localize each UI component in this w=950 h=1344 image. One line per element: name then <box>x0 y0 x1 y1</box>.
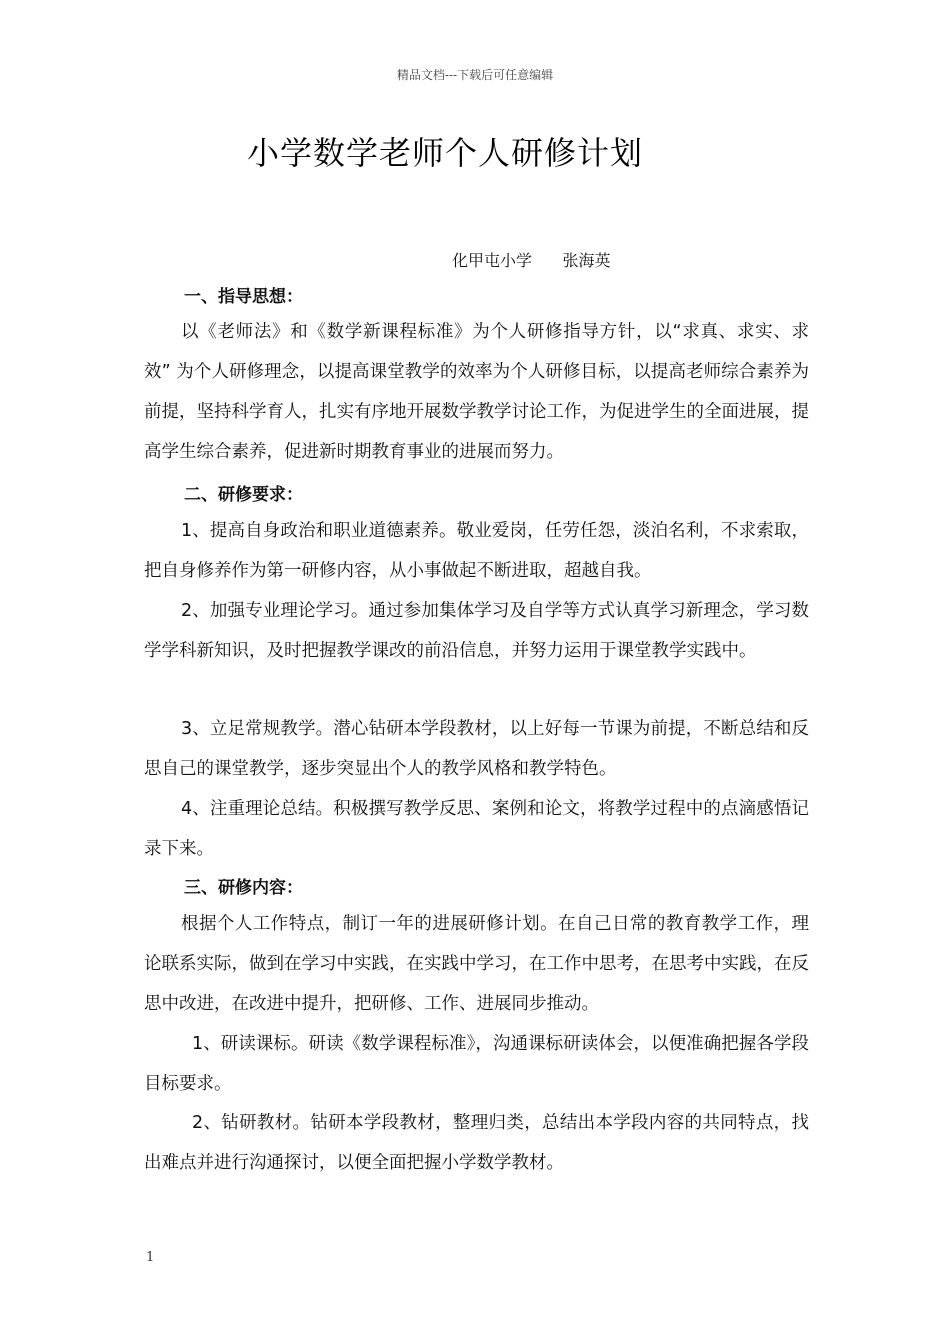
section-heading-1: 一、指导思想： <box>184 287 303 307</box>
author-line: 化甲屯小学 张海英 <box>452 251 611 270</box>
paragraph-requirement-1: 1、提高自身政治和职业道德素养。敬业爱岗，任劳任怨，淡泊名利，不求索取，把自身修养作为第一研修内容，从小事做起不断进取，超越自我。 <box>144 521 809 581</box>
section-heading-2: 二、研修要求： <box>184 485 303 505</box>
paragraph-requirement-2: 2、加强专业理论学习。通过参加集体学习及自学等方式认真学习新理念，学习数学学科新知识，及时把握教学课改的前沿信息，并努力运用于课堂教学实践中。 <box>144 601 809 661</box>
paragraph-guiding-ideology: 以《老师法》和《数学新课程标准》为个人研修指导方针，以“求真、求实、求效” 为个人研修理念，以提高课堂教学的效率为个人研修目标，以提高老师综合素养为前提，坚持科学育人，扎实有序地开展数学教学讨论工作，为促进学生的全面进展，提高学生综合素养，促进新时期教育事业的进展而努力。 <box>144 322 809 462</box>
paragraph-content-1: 1、研读课标。研读《数学课程标准》，沟通课标研读体会，以便准确把握各学段目标要求。 <box>144 1034 809 1094</box>
paragraph-requirement-4: 4、注重理论总结。积极撰写教学反思、案例和论文，将教学过程中的点滴感悟记录下来。 <box>144 799 809 859</box>
document-title: 小学数学老师个人研修计划 <box>246 134 643 172</box>
paragraph-content-2: 2、钻研教材。钻研本学段教材，整理归类，总结出本学段内容的共同特点，找出难点并进行沟通探讨，以便全面把握小学数学教材。 <box>144 1113 809 1173</box>
header-note: 精品文档---下载后可任意编辑 <box>396 68 554 82</box>
paragraph-content-intro: 根据个人工作特点，制订一年的进展研修计划。在自己日常的教育教学工作，理论联系实际，做到在学习中实践，在实践中学习，在工作中思考，在思考中实践，在反思中改进，在改进中提升，把研修、工作、进展同步推动。 <box>144 914 809 1014</box>
page-number: 1 <box>146 1250 155 1265</box>
paragraph-requirement-3: 3、立足常规教学。潜心钻研本学段教材，以上好每一节课为前提，不断总结和反思自己的课堂教学，逐步突显出个人的教学风格和教学特色。 <box>144 719 809 779</box>
section-heading-3: 三、研修内容： <box>184 878 303 898</box>
